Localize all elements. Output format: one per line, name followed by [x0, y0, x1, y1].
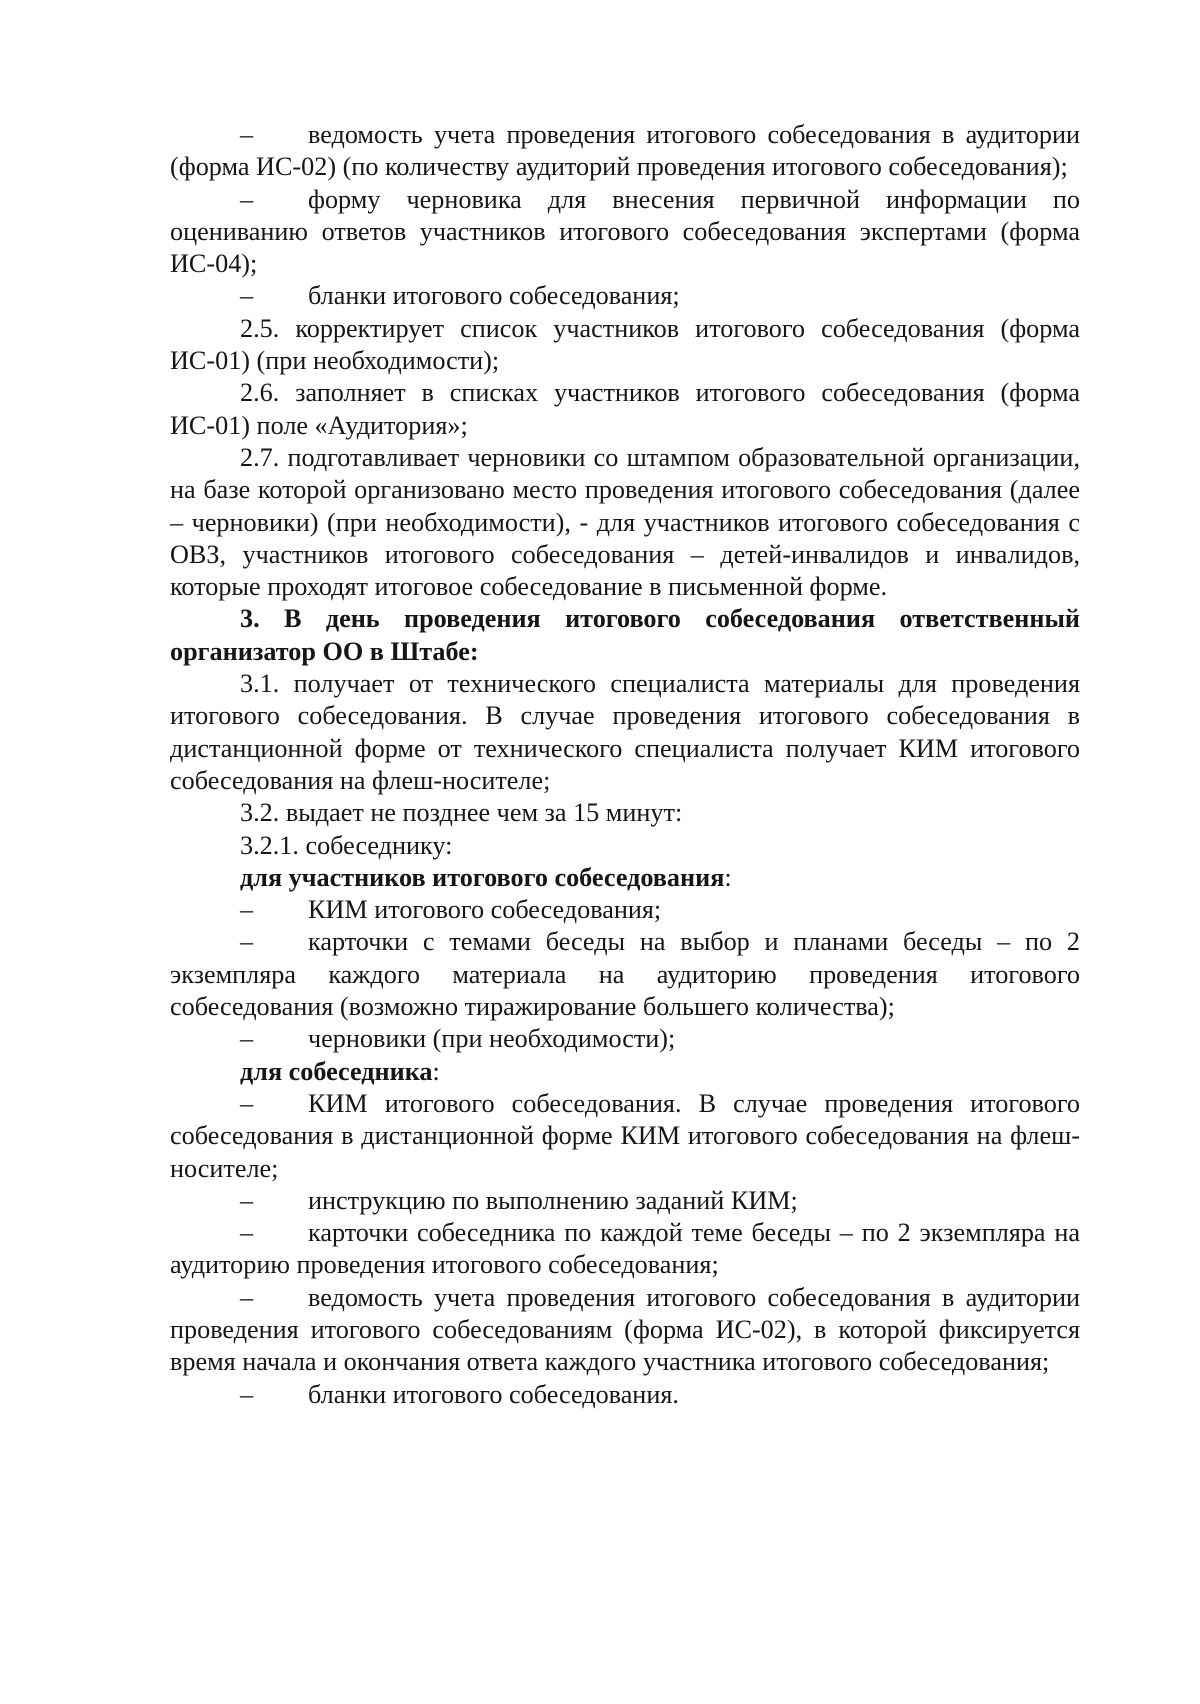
- subheading-colon: :: [432, 1056, 440, 1086]
- list-item-text: ведомость учета проведения итогового собеседования в аудитории (форма ИС-02) (по количеству аудиторий проведения итогового собеседования);: [170, 120, 1080, 182]
- list-item: [170, 926, 1080, 1023]
- list-item-text: карточки с темами беседы на выбор и планами беседы – по 2 экземпляра каждого материала на аудиторию проведения итогового собеседования (возможно тиражирование большего количества);: [170, 927, 1080, 1022]
- list-item: [170, 894, 1080, 926]
- list-item-text: инструкцию по выполнению заданий КИМ;: [308, 1185, 798, 1215]
- list-item: [170, 1282, 1080, 1379]
- list-item: [170, 1217, 1080, 1282]
- dash-marker: –: [240, 1379, 254, 1409]
- list-item-text: черновики (при необходимости);: [308, 1024, 676, 1054]
- list-item-text: ведомость учета проведения итогового собеседования в аудитории проведения итогового собеседованиям (форма ИС-02), в которой фиксируется время начала и окончания ответа каждого участника итогового собеседования;: [170, 1282, 1080, 1377]
- dash-marker: –: [240, 927, 254, 957]
- subheading-interviewer: [170, 1056, 1080, 1088]
- dash-marker: –: [240, 281, 254, 311]
- dash-marker: –: [240, 1185, 254, 1215]
- subheading-text: для собеседника: [240, 1056, 433, 1086]
- paragraph-2-6: 2.6. заполняет в списках участников итогового собеседования (форма ИС-01) поле «Аудитория»;: [170, 378, 1080, 440]
- paragraph-2-7: 2.7. подготавливает черновики со штампом образовательной организации, на базе которой организовано место проведения итогового собеседования (далее – черновики) (при необходимости), - для участников итогового собеседования с ОВЗ, участников итогового собеседования – детей-инвалидов и инвалидов, которые проходят итоговое собеседование в письменной форме.: [170, 442, 1080, 602]
- paragraph-3-2: 3.2. выдает не позднее чем за 15 минут:: [240, 798, 683, 828]
- list-item: [170, 119, 1080, 184]
- subheading-text: для участников итогового собеседования: [240, 862, 725, 892]
- dash-marker: –: [240, 120, 254, 149]
- list-item: [170, 1088, 1080, 1185]
- list-item-text: форму черновика для внесения первичной информации по оцениванию ответов участников итогового собеседования экспертами (форма ИС-04);: [170, 184, 1080, 279]
- dash-marker: –: [240, 1218, 254, 1248]
- dash-marker: –: [240, 1088, 254, 1118]
- section-heading-3: 3. В день проведения итогового собеседования ответственный организатор ОО в Штабе:: [170, 604, 1080, 666]
- dash-marker: –: [240, 895, 254, 925]
- list-item-text: бланки итогового собеседования;: [308, 281, 680, 311]
- document-body: [170, 119, 1080, 1411]
- list-item: [170, 1023, 1080, 1055]
- subheading-colon: :: [724, 862, 732, 892]
- list-item-text: КИМ итогового собеседования. В случае проведения итогового собеседования в дистанционной форме КИМ итогового собеседования на флеш-носителе;: [170, 1088, 1080, 1183]
- list-item-text: карточки собеседника по каждой теме беседы – по 2 экземпляра на аудиторию проведения итогового собеседования;: [170, 1218, 1080, 1280]
- list-item-text: бланки итогового собеседования.: [308, 1379, 679, 1409]
- dash-marker: –: [240, 184, 254, 214]
- paragraph-2-5: 2.5. корректирует список участников итогового собеседования (форма ИС-01) (при необходимости);: [170, 313, 1080, 376]
- dash-marker: –: [240, 1024, 254, 1054]
- list-item: [170, 1185, 1080, 1217]
- list-item: [170, 1379, 1080, 1411]
- dash-marker: –: [240, 1282, 254, 1312]
- list-item: [170, 184, 1080, 281]
- paragraph-3-1: 3.1. получает от технического специалиста материалы для проведения итогового собеседования. В случае проведения итогового собеседования в дистанционной форме от технического специалиста получает КИМ итогового собеседования на флеш-носителе;: [170, 669, 1080, 795]
- list-item-text: КИМ итогового собеседования;: [308, 895, 662, 925]
- list-item: [170, 280, 1080, 312]
- paragraph-3-2-1: 3.2.1. собеседнику:: [240, 830, 453, 860]
- subheading-participants: [170, 862, 1080, 894]
